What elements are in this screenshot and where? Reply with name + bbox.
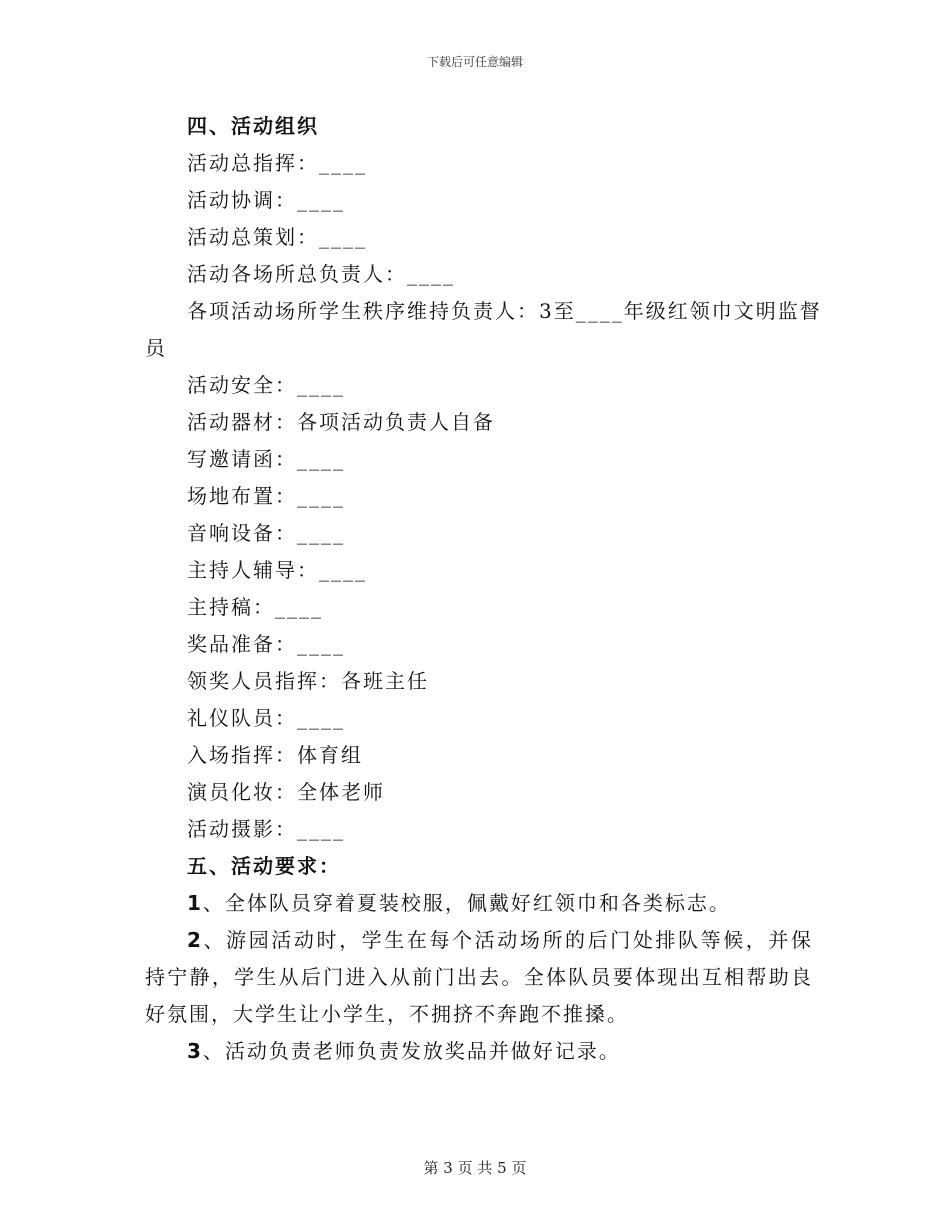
page-footer: 第 3 页 共 5 页 <box>423 1159 527 1177</box>
org-item: 音响设备：____ <box>187 521 345 545</box>
org-item: 场地布置：____ <box>187 484 345 508</box>
org-item: 各项活动场所学生秩序维持负责人：3至____年级红领巾文明监督 <box>187 299 822 323</box>
org-item: 写邀请函：____ <box>187 447 345 471</box>
requirement-text: 、游园活动时，学生在每个活动场所的后门处排队等候，并保持宁静，学生从后门进入从前门出去。全体队员要体现出互相帮助良好氛围，大学生让小学生，不拥挤不奔跑不推搡。 <box>145 928 813 1026</box>
org-item: 活动总策划：____ <box>187 225 367 249</box>
org-item: 领奖人员指挥：各班主任 <box>187 669 429 693</box>
document-body <box>145 108 822 1070</box>
requirement-text: 、全体队员穿着夏装校服，佩戴好红领巾和各类标志。 <box>202 891 731 915</box>
requirement-number: 1 <box>187 891 203 915</box>
section-5-heading: 五、活动要求： <box>187 854 341 878</box>
page-header: 下载后可任意编辑 <box>426 55 523 69</box>
requirement-number: 2 <box>187 928 203 952</box>
org-item: 活动协调：____ <box>187 188 345 212</box>
org-item: 活动总指挥：____ <box>187 151 367 175</box>
org-item: 奖品准备：____ <box>187 632 345 656</box>
org-item: 活动安全：____ <box>187 373 345 397</box>
org-item: 演员化妆：全体老师 <box>187 780 385 804</box>
org-item: 活动器材：各项活动负责人自备 <box>187 410 495 434</box>
requirement-3 <box>145 1033 813 1070</box>
org-item: 主持稿：____ <box>187 595 323 619</box>
requirement-number: 3 <box>187 1039 203 1063</box>
org-item: 入场指挥：体育组 <box>187 743 363 767</box>
requirement-1 <box>145 885 813 922</box>
org-item-continuation: 员 <box>145 336 167 360</box>
org-item: 活动摄影：____ <box>187 817 345 841</box>
requirement-2 <box>145 922 813 1033</box>
org-item: 主持人辅导：____ <box>187 558 367 582</box>
section-4-heading: 四、活动组织 <box>187 114 319 138</box>
org-item: 活动各场所总负责人：____ <box>187 262 455 286</box>
org-item: 礼仪队员：____ <box>187 706 345 730</box>
requirement-text: 、活动负责老师负责发放奖品并做好记录。 <box>202 1039 621 1063</box>
